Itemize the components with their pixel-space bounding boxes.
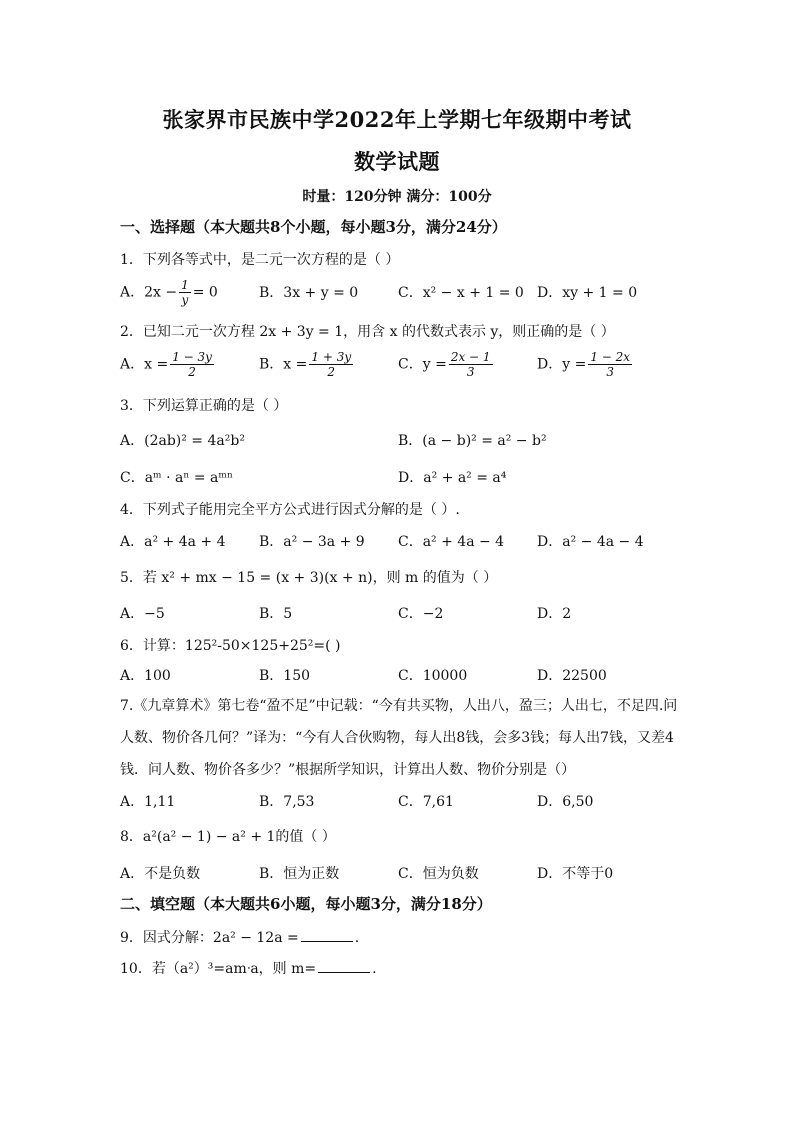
section-heading-choice: 一、选择题（本大题共8个小题，每小题3分，满分24分）	[120, 218, 507, 236]
option-1c: C．x² − x + 1 = 0	[398, 285, 524, 301]
option-8d: D．不等于0	[537, 866, 614, 882]
option-5d: D．2	[537, 606, 572, 622]
question-4: 4．下列式子能用完全平方公式进行因式分解的是（ ）.	[120, 502, 460, 518]
fraction: $\frac{1 - 3y}{2}$	[172, 350, 212, 379]
question-2: 2．已知二元一次方程 2x + 3y = 1，用含 x 的代数式表示 y，则正确的是（ ）	[120, 324, 615, 340]
question-5: 5．若 x² + mx − 15 = (x + 3)(x + n)，则 m 的值为（ ）	[120, 570, 498, 586]
option-4c: C．a² + 4a − 4	[398, 534, 505, 550]
options-3a	[120, 430, 680, 456]
option-4b: B．a² − 3a + 9	[259, 534, 365, 550]
option-1d: D．xy + 1 = 0	[537, 285, 638, 301]
option-7d: D．6,50	[537, 794, 594, 810]
option-4d: D．a² − 4a − 4	[537, 534, 644, 550]
option-1a: A．2x − $\frac{1}{y}$ = 0	[120, 278, 218, 307]
option-2b: B．x = $\frac{1 + 3y}{2}$	[259, 350, 352, 379]
question-1: 1．下列各等式中，是二元一次方程的是（ ）	[120, 252, 400, 268]
option-6a: A．100	[120, 668, 171, 684]
option-8c: C．恒为负数	[398, 866, 479, 882]
options-5	[120, 603, 680, 629]
option-3d: D．a² + a² = a⁴	[398, 470, 507, 486]
option-2a: A．x = $\frac{1 - 3y}{2}$	[120, 350, 212, 379]
option-6c: C．10000	[398, 668, 468, 684]
question-9: 9．因式分解：2a² − 12a = .	[120, 927, 359, 947]
fraction: $\frac{2x - 1}{3}$	[450, 350, 491, 379]
option-6b: B．150	[259, 668, 311, 684]
options-1	[120, 278, 680, 308]
options-3b	[120, 467, 680, 493]
option-7a: A．1,11	[120, 794, 176, 810]
fraction: $\frac{1 - 2x}{3}$	[590, 350, 631, 379]
options-7	[120, 791, 680, 817]
options-6	[120, 665, 680, 691]
question-3: 3．下列运算正确的是（ ）	[120, 398, 288, 414]
option-3c: C．aᵐ · aⁿ = aᵐⁿ	[120, 470, 234, 486]
option-8a: A．不是负数	[120, 866, 201, 882]
fraction: $\frac{1 + 3y}{2}$	[311, 350, 352, 379]
option-5c: C．−2	[398, 606, 444, 622]
question-8: 8．a²(a² − 1) − a² + 1的值（ ）	[120, 829, 336, 845]
option-7c: C．7,61	[398, 794, 454, 810]
option-4a: A．a² + 4a + 4	[120, 534, 226, 550]
option-7b: B．7,53	[259, 794, 315, 810]
options-8	[120, 863, 680, 889]
option-5b: B．5	[259, 606, 293, 622]
option-5a: A．−5	[120, 606, 165, 622]
page-subtitle: 数学试题	[354, 149, 440, 174]
answer-blank[interactable]	[301, 927, 353, 942]
option-1b: B．3x + y = 0	[259, 285, 359, 301]
options-4	[120, 531, 680, 557]
question-7: 7.《九章算术》第七卷“盈不足”中记载：“今有共买物，人出八，盈三；人出七，不足四.问人数、物价各几何？”译为：“今有人合伙购物，每人出8钱，会多3钱；每人出7钱，又差4钱．问人数、物价各多少？”根据所学知识，计算出人数、物价分别是（）	[120, 698, 678, 778]
option-2d: D．y = $\frac{1 - 2x}{3}$	[537, 350, 631, 379]
option-3a: A．(2ab)² = 4a²b²	[120, 433, 245, 449]
question-10: 10．若（a²）³=amᐧa，则 m= .	[120, 958, 377, 978]
options-2	[120, 350, 680, 379]
answer-blank[interactable]	[318, 958, 370, 973]
question-6: 6．计算：125²-50×125+25²=( )	[120, 638, 341, 654]
fraction: $\frac{1}{y}$	[181, 278, 189, 307]
option-3b: B．(a − b)² = a² − b²	[398, 433, 547, 449]
option-6d: D．22500	[537, 668, 607, 684]
section-heading-fill: 二、填空题（本大题共6小题，每小题3分，满分18分）	[120, 895, 492, 913]
page-title: 张家界市民族中学2022年上学期七年级期中考试	[162, 107, 632, 132]
option-2c: C．y = $\frac{2x - 1}{3}$	[398, 350, 491, 379]
option-8b: B．恒为正数	[259, 866, 340, 882]
exam-info: 时量：120分钟 满分：100分	[302, 189, 492, 205]
